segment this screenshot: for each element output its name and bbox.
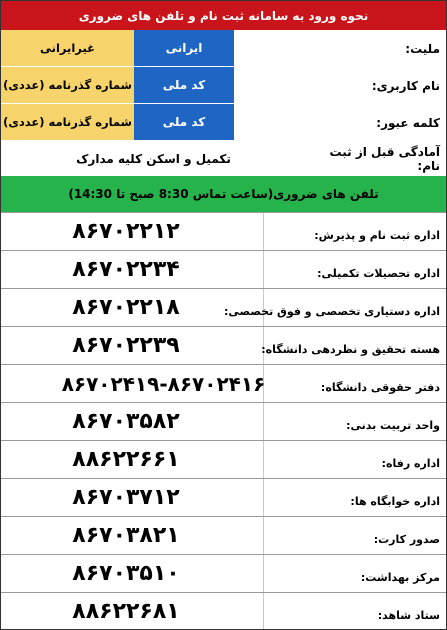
phone-number: ۸۶۷۰۲۲۱۲ xyxy=(72,219,180,244)
phone-row xyxy=(1,326,446,364)
phone-label: صدور کارت: xyxy=(373,533,440,546)
phone-row xyxy=(1,440,446,478)
preparation-value: تکمیل و اسکن کلیه مدارک xyxy=(76,151,231,166)
nationality-label: ملیت: xyxy=(314,30,446,67)
spacer xyxy=(234,30,314,67)
phone-label: اداره ثبت نام و پذیرش: xyxy=(314,229,440,242)
phone-number: ۸۶۷۰۲۲۱۸ xyxy=(72,295,180,320)
phone-label: مرکز بهداشت: xyxy=(360,571,440,584)
page-title: نحوه ورود به سامانه ثبت نام و تلفن های ضروری xyxy=(1,1,446,30)
login-row-username xyxy=(1,67,446,104)
preparation-label: آمادگی قبل از ثبت نام: xyxy=(306,141,446,176)
phone-row xyxy=(1,250,446,288)
non-iranian-password-cell: شماره گذرنامه (عددی) xyxy=(1,104,134,141)
phone-number: ۸۶۷۰۲۲۳۹ xyxy=(72,333,180,358)
phones-title: تلفن های ضروری(ساعت تماس 8:30 صبح تا 14:30) xyxy=(1,176,446,212)
phone-label: ستاد شاهد: xyxy=(377,608,440,622)
phone-row xyxy=(1,212,446,250)
phone-number: ۸۶۷۰۲۲۳۴ xyxy=(72,257,180,282)
phone-row xyxy=(1,402,446,440)
non-iranian-username-cell: شماره گذرنامه (عددی) xyxy=(1,67,134,104)
password-label: کلمه عبور: xyxy=(314,104,446,141)
phone-label: دفتر حقوقی دانشگاه: xyxy=(320,381,440,394)
phone-label: اداره تحصیلات تکمیلی: xyxy=(317,267,440,280)
login-row-password xyxy=(1,104,446,141)
phone-row xyxy=(1,478,446,516)
phone-row xyxy=(1,288,446,326)
phone-label: اداره خوابگاه ها: xyxy=(350,495,440,508)
phone-label: هسته تحقیق و نظردهی دانشگاه: xyxy=(261,343,440,356)
phone-number: ۸۸۶۲۲۶۸۱ xyxy=(72,598,180,624)
non-iranian-cell: غیرایرانی xyxy=(1,30,134,67)
iranian-password-cell: کد ملی xyxy=(134,104,234,141)
username-label: نام کاربری: xyxy=(314,67,446,104)
login-row-preparation xyxy=(1,141,446,176)
phone-row xyxy=(1,554,446,592)
iranian-cell: ایرانی xyxy=(134,30,234,67)
phone-number: ۸۶۷۰۳۵۱۰ xyxy=(72,561,180,586)
phone-number: ۸۶۷۰۲۴۱۹-۸۶۷۰۲۴۱۶ xyxy=(61,371,266,396)
phone-label: اداره رفاه: xyxy=(381,457,440,470)
phone-row xyxy=(1,592,446,629)
phone-number: ۸۶۷۰۳۷۱۲ xyxy=(72,485,180,510)
phone-number: ۸۶۷۰۳۸۲۱ xyxy=(72,523,180,548)
phone-label: اداره دستیاری تخصصی و فوق تخصصی: xyxy=(223,305,440,318)
phone-label: واحد تربیت بدنی: xyxy=(346,419,440,432)
phone-row xyxy=(1,364,446,402)
phone-row xyxy=(1,516,446,554)
iranian-username-cell: کد ملی xyxy=(134,67,234,104)
login-row-nationality xyxy=(1,30,446,67)
phone-number: ۸۸۶۲۲۶۶۱ xyxy=(72,447,180,472)
phone-number: ۸۶۷۰۳۵۸۲ xyxy=(72,409,180,434)
